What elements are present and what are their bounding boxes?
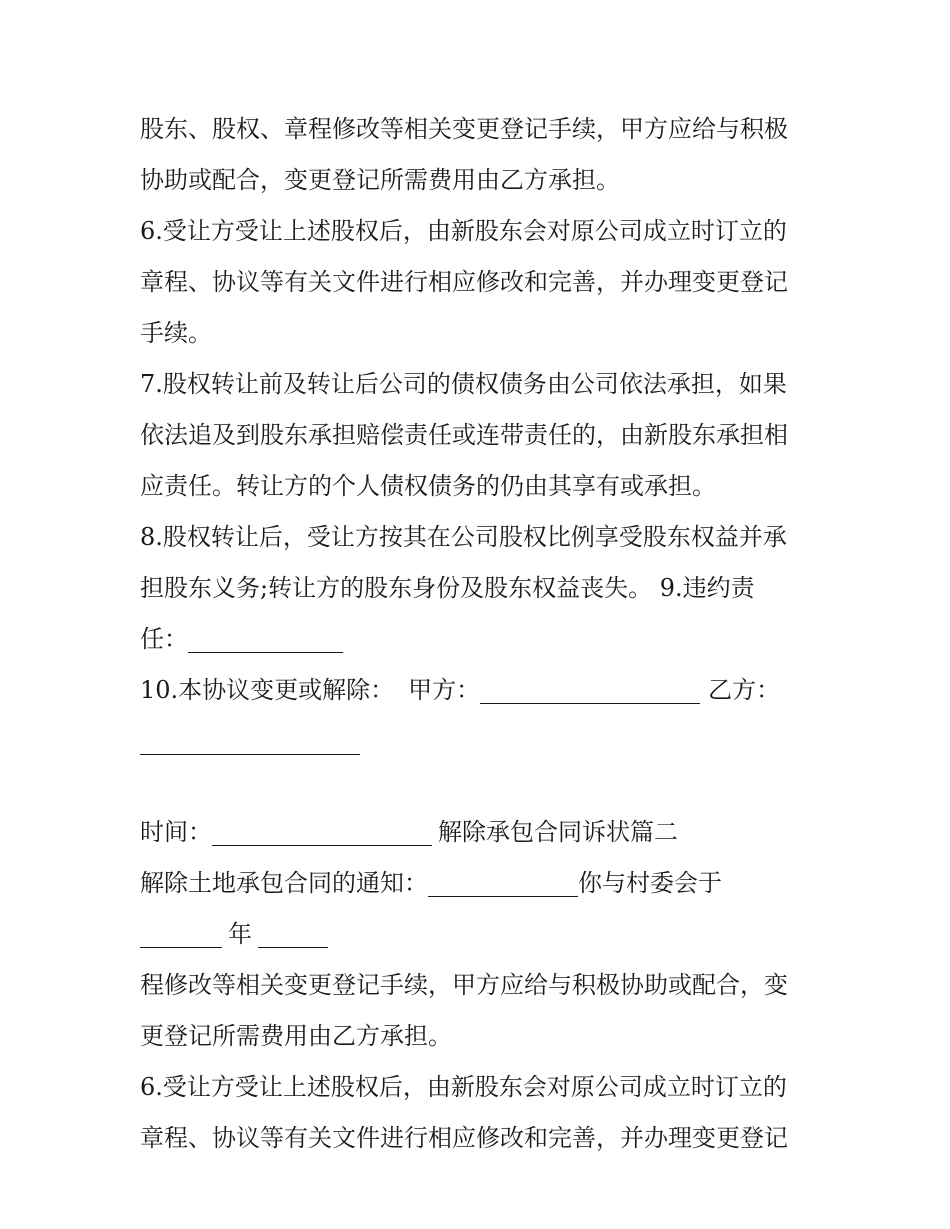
text-line: 依法追及到股东承担赔偿责任或连带责任的，由新股东承担相	[140, 421, 788, 449]
termination-notice-text: 你与村委会于	[578, 869, 722, 897]
text-line: 8.股权转让后，受让方按其在公司股权比例享受股东权益并承	[140, 523, 787, 551]
text-line: 7.股权转让前及转让后公司的债权债务由公司依法承担，如果	[140, 370, 787, 398]
agreement-change-line	[140, 665, 820, 716]
party-a-label: 甲方：	[408, 676, 481, 704]
termination-notice-line	[140, 858, 820, 909]
text-line: 手续。	[140, 319, 212, 347]
breach-liability-line	[140, 614, 820, 665]
breach-liability-blank	[188, 624, 343, 653]
text-line: 章程、协议等有关文件进行相应修改和完善，并办理变更登记	[140, 1124, 788, 1152]
section-heading: 解除承包合同诉状篇二	[438, 818, 678, 846]
text-line: 担股东义务;转让方的股东身份及股东权益丧失。 9.违约责	[140, 574, 755, 602]
text-line: 更登记所需费用由乙方承担。	[140, 1022, 452, 1050]
year-blank	[140, 919, 222, 948]
time-label: 时间：	[140, 818, 212, 846]
text-line: 章程、协议等有关文件进行相应修改和完善，并办理变更登记	[140, 268, 788, 296]
text-line: 股东、股权、章程修改等相关变更登记手续，甲方应给与积极	[140, 115, 788, 143]
text-line: 6.受让方受让上述股权后，由新股东会对原公司成立时订立的	[140, 217, 787, 245]
party-b-blank	[140, 726, 360, 755]
breach-liability-label: 任：	[140, 625, 188, 653]
year-label: 年	[228, 920, 252, 948]
termination-notice-label: 解除土地承包合同的通知：	[140, 869, 428, 897]
month-blank	[258, 919, 328, 948]
time-blank	[212, 817, 432, 846]
text-line: 应责任。转让方的个人债权债务的仍由其享有或承担。	[140, 472, 716, 500]
document-page	[140, 104, 820, 1164]
time-line	[140, 807, 820, 858]
agreement-change-label: 10.本协议变更或解除：	[140, 676, 395, 704]
text-line: 协助或配合，变更登记所需费用由乙方承担。	[140, 166, 620, 194]
recipient-blank	[428, 868, 578, 897]
party-a-blank	[480, 675, 700, 704]
text-line: 程修改等相关变更登记手续，甲方应给与积极协助或配合，变	[140, 971, 788, 999]
party-b-label: 乙方：	[708, 676, 781, 704]
text-line: 6.受让方受让上述股权后，由新股东会对原公司成立时订立的	[140, 1073, 787, 1101]
party-b-blank-line	[140, 716, 820, 767]
date-line	[140, 909, 820, 960]
